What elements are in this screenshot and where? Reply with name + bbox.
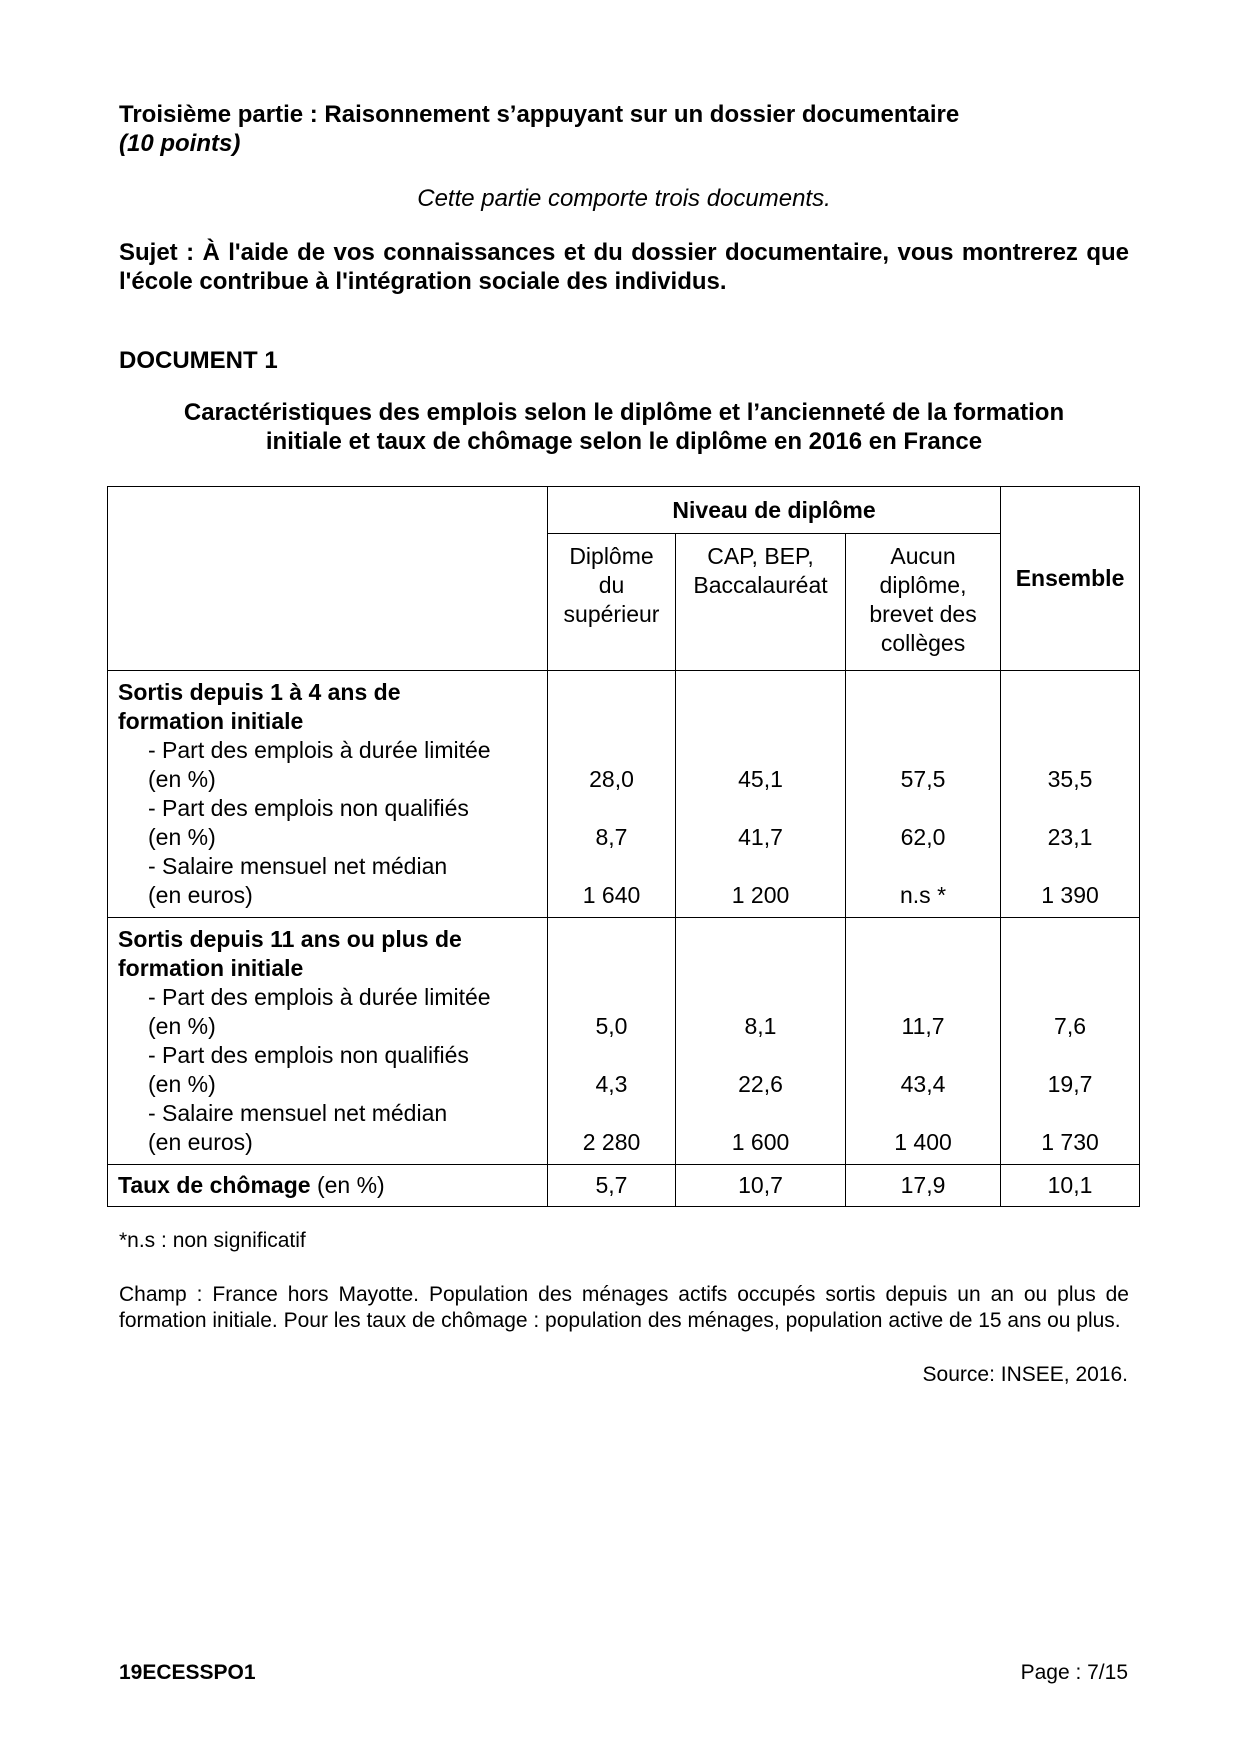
header-empty-cell	[108, 487, 548, 671]
points-label: (10 points)	[119, 130, 241, 157]
subject-label: Sujet :	[119, 239, 195, 266]
chomage-ensemble: 10,1	[1001, 1165, 1140, 1207]
footer-code: 19ECESSPO1	[119, 1661, 256, 1684]
chomage-aucun-diplome: 17,9	[846, 1165, 1001, 1207]
table-section-11-ans-plus	[108, 918, 1140, 1165]
source-note: Source: INSEE, 2016.	[922, 1363, 1128, 1386]
champ-note: Champ : France hors Mayotte. Population des ménages actifs occupés sortis depuis un an ou plus de formation initiale. Pour les taux de chômage : population des ménages, population active de 15 ans ou plus.	[119, 1283, 1129, 1332]
values-aucun-diplome: 57,5 62,0 n.s *	[846, 671, 1001, 918]
ensemble-header: Ensemble	[1001, 487, 1140, 671]
data-table	[107, 486, 1140, 1207]
part-title	[119, 100, 1129, 158]
values-ensemble: 35,5 23,1 1 390	[1001, 671, 1140, 918]
column-header-aucun-diplome: Aucun diplôme, brevet des collèges	[846, 534, 1001, 671]
subject	[119, 238, 1129, 296]
part-title-text: Troisième partie : Raisonnement s’appuyant sur un dossier documentaire	[119, 101, 960, 128]
table-section-1-4-ans	[108, 671, 1140, 918]
chomage-superieur: 5,7	[548, 1165, 676, 1207]
document-title	[119, 398, 1129, 456]
footer-page-number: Page : 7/15	[1020, 1661, 1128, 1684]
column-header-cap-bep-bac: CAP, BEP, Baccalauréat	[676, 534, 846, 671]
ns-note: *n.s : non significatif	[119, 1229, 306, 1252]
subtitle: Cette partie comporte trois documents.	[417, 185, 831, 212]
document-label: DOCUMENT 1	[119, 347, 278, 374]
chomage-label: Taux de chômage (en %)	[108, 1165, 548, 1207]
section-label: Sortis depuis 11 ans ou plus de formation initiale - Part des emplois à durée limitée (en %) - Part des emplois non qualifiés (en %) - Salaire mensuel net médian (en euros)	[108, 918, 548, 1165]
section-label: Sortis depuis 1 à 4 ans de formation initiale - Part des emplois à durée limitée (en %) - Part des emplois non qualifiés (en %) - Salaire mensuel net médian (en euros)	[108, 671, 548, 918]
values-cap-bep-bac: 45,1 41,7 1 200	[676, 671, 846, 918]
values-superieur: 28,0 8,7 1 640	[548, 671, 676, 918]
chomage-cap-bep-bac: 10,7	[676, 1165, 846, 1207]
values-ensemble: 7,6 19,7 1 730	[1001, 918, 1140, 1165]
values-aucun-diplome: 11,7 43,4 1 400	[846, 918, 1001, 1165]
values-superieur: 5,0 4,3 2 280	[548, 918, 676, 1165]
column-header-superieur: Diplôme du supérieur	[548, 534, 676, 671]
values-cap-bep-bac: 8,1 22,6 1 600	[676, 918, 846, 1165]
document-title-line2: initiale et taux de chômage selon le diplôme en 2016 en France	[265, 428, 983, 455]
table-row-chomage	[108, 1165, 1140, 1207]
subject-text: À l'aide de vos connaissances et du dossier documentaire, vous montrerez que l'école contribue à l'intégration sociale des individus.	[119, 239, 1130, 295]
document-title-line1: Caractéristiques des emplois selon le diplôme et l’ancienneté de la formation	[183, 399, 1065, 426]
niveau-diplome-header: Niveau de diplôme	[548, 487, 1001, 534]
